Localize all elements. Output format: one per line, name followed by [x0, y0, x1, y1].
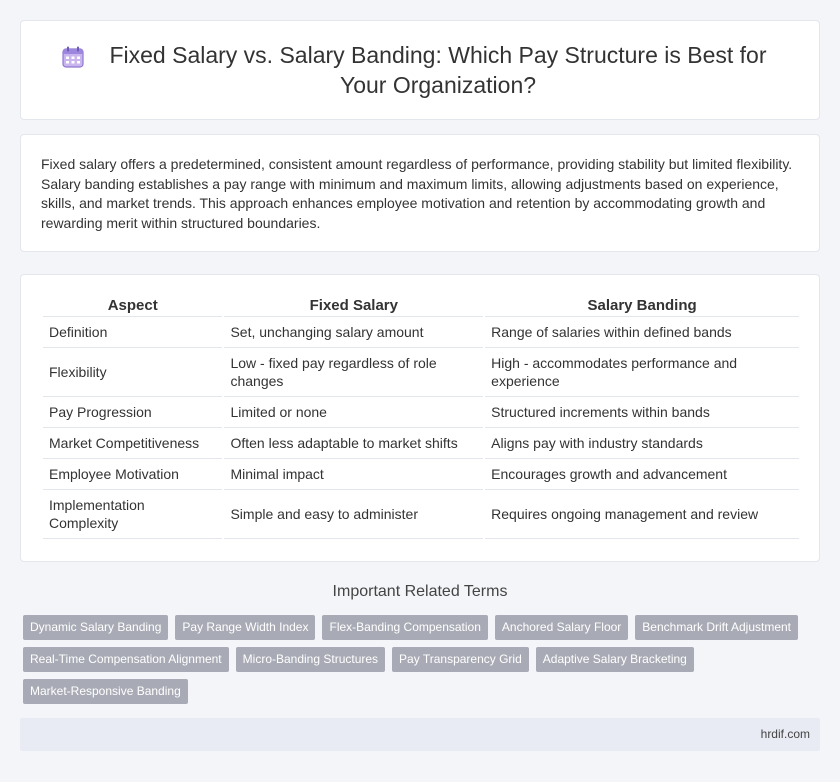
table-row	[43, 459, 799, 490]
cell-aspect: Implementation Complexity	[43, 490, 222, 539]
table-row	[43, 397, 799, 428]
tag-link[interactable]: Micro-Banding Structures	[236, 647, 385, 672]
tag-link[interactable]: Real-Time Compensation Alignment	[23, 647, 229, 672]
cell-aspect: Pay Progression	[43, 397, 222, 428]
related-terms-tags	[23, 615, 823, 711]
table-row	[43, 490, 799, 539]
cell-aspect: Flexibility	[43, 348, 222, 397]
comparison-table	[41, 293, 801, 539]
page-title: Fixed Salary vs. Salary Banding: Which Pay Structure is Best for Your Organization?	[109, 42, 767, 98]
cell-banding: Range of salaries within defined bands	[485, 317, 799, 348]
tag-link[interactable]: Flex-Banding Compensation	[322, 615, 487, 640]
tag-link[interactable]: Anchored Salary Floor	[495, 615, 628, 640]
tag-link[interactable]: Dynamic Salary Banding	[23, 615, 168, 640]
header-fixed-salary: Fixed Salary	[224, 293, 483, 317]
tag-link[interactable]: Market-Responsive Banding	[23, 679, 188, 704]
header-salary-banding: Salary Banding	[485, 293, 799, 317]
cell-fixed: Minimal impact	[224, 459, 483, 490]
footer-site-link[interactable]: hrdif.com	[760, 727, 810, 741]
cell-fixed: Often less adaptable to market shifts	[224, 428, 483, 459]
cell-aspect: Employee Motivation	[43, 459, 222, 490]
title-card	[20, 20, 820, 120]
calendar-icon	[60, 44, 86, 70]
header-aspect: Aspect	[43, 293, 222, 317]
cell-fixed: Limited or none	[224, 397, 483, 428]
cell-banding: Structured increments within bands	[485, 397, 799, 428]
comparison-table-card	[20, 274, 820, 562]
cell-banding: High - accommodates performance and experience	[485, 348, 799, 397]
title-wrap	[60, 40, 780, 100]
cell-aspect: Definition	[43, 317, 222, 348]
table-row	[43, 317, 799, 348]
cell-banding: Requires ongoing management and review	[485, 490, 799, 539]
tag-link[interactable]: Adaptive Salary Bracketing	[536, 647, 694, 672]
intro-card	[20, 134, 820, 252]
cell-banding: Aligns pay with industry standards	[485, 428, 799, 459]
table-row	[43, 428, 799, 459]
tag-link[interactable]: Benchmark Drift Adjustment	[635, 615, 798, 640]
footer	[20, 718, 820, 751]
tag-link[interactable]: Pay Range Width Index	[175, 615, 315, 640]
tag-link[interactable]: Pay Transparency Grid	[392, 647, 529, 672]
table-row	[43, 348, 799, 397]
cell-aspect: Market Competitiveness	[43, 428, 222, 459]
cell-banding: Encourages growth and advancement	[485, 459, 799, 490]
related-terms-title: Important Related Terms	[332, 583, 508, 600]
cell-fixed: Simple and easy to administer	[224, 490, 483, 539]
cell-fixed: Set, unchanging salary amount	[224, 317, 483, 348]
table-header-row	[43, 293, 799, 317]
intro-text: Fixed salary offers a predetermined, consistent amount regardless of performance, providing stability but limited flexibility. Salary banding establishes a pay range with minimum and maximum limits, allowing adjustments based on experience, skills, and market trends. This approach enhances employee motivation and retention by accommodating growth and rewarding merit within structured boundaries.	[41, 156, 793, 231]
cell-fixed: Low - fixed pay regardless of role changes	[224, 348, 483, 397]
